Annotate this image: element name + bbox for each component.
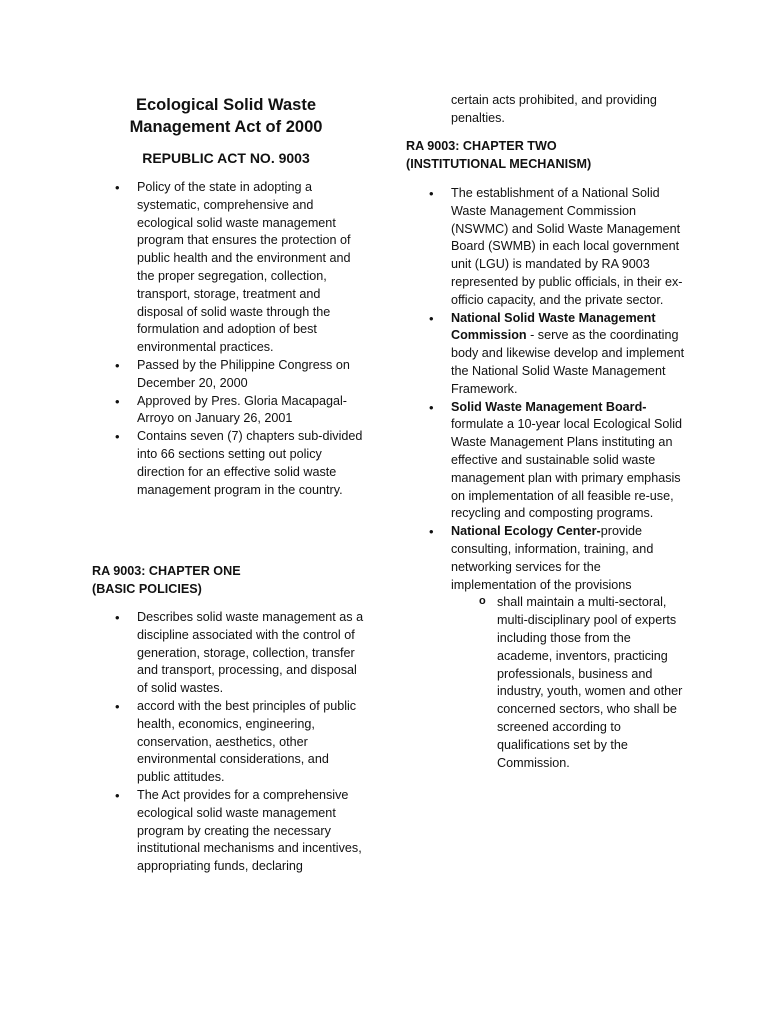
chapter-two-title: RA 9003: CHAPTER TWO	[406, 139, 557, 153]
chapter-two-subtitle: (INSTITUTIONAL MECHANISM)	[406, 156, 592, 171]
list-item: • accord with the best principles of public health, economics, engineering, conservation, aesthetics, other environmental considerations, and public attitudes.	[92, 698, 364, 787]
list-item: • Describes solid waste management as a discipline associated with the control of generation, storage, collection, transfer and transport, processing, and disposal of solid wastes.	[92, 609, 364, 698]
title-line-1: Ecological Solid Waste	[135, 96, 316, 114]
list-item	[406, 523, 688, 594]
document-title	[92, 94, 360, 138]
chapter-one-heading	[92, 563, 364, 599]
list-item: • The establishment of a National Solid Waste Management Commission (NSWMC) and Solid Waste Management Board (SWMB) in each local government unit (LGU) is mandated by RA 9003 represented by public officials, in their ex-officio capacity, and the private sector.	[406, 185, 688, 310]
term-nswmc: National Solid Waste Management Commission	[451, 310, 656, 343]
term-swmb-definition: formulate a 10-year local Ecological Solid Waste Management Plans instituting an effective and sustainable solid waste management plan with primary emphasis on implementation of all feasible re-use, recycling and composting programs.	[451, 417, 683, 521]
intro-bullet-list	[92, 179, 364, 499]
continued-text: certain acts prohibited, and providing penalties.	[451, 93, 657, 125]
chapter-one-title: RA 9003: CHAPTER ONE	[92, 564, 241, 578]
chapter-one-bullet-list	[92, 609, 364, 876]
term-nec-definition: provide consulting, information, training, and networking services for the implementation of the provisions	[451, 524, 654, 592]
list-item	[406, 399, 688, 524]
sub-list-item: o shall maintain a multi-sectoral, multi-disciplinary pool of experts including those from the academe, inventors, practicing professionals, business and industry, youth, women and other concerned sectors, who shall be screened according to qualifications set by the Commission.	[406, 594, 688, 772]
title-line-2: Management Act of 2000	[129, 118, 323, 136]
term-nswmc-definition: - serve as the coordinating body and likewise develop and implement the National Solid Waste Management Framework.	[451, 328, 685, 396]
term-swmb: Solid Waste Management Board-	[451, 399, 647, 414]
chapter-two-bullet-list	[406, 185, 688, 772]
list-item: • Policy of the state in adopting a systematic, comprehensive and ecological solid waste management program that ensures the protection of public health and the environment and the proper segregation, collection, transport, storage, treatment and disposal of solid waste through the formulation and adoption of best environmental practices.	[92, 179, 364, 357]
list-item	[406, 310, 688, 399]
list-item: • Passed by the Philippine Congress on December 20, 2000	[92, 357, 364, 393]
list-item: • Contains seven (7) chapters sub-divided into 66 sections setting out policy direction for an effective solid waste management program in the country.	[92, 428, 364, 499]
act-number: REPUBLIC ACT NO. 9003	[142, 150, 310, 166]
list-item: • Approved by Pres. Gloria Macapagal-Arroyo on January 26, 2001	[92, 393, 364, 429]
chapter-one-subtitle: (BASIC POLICIES)	[92, 581, 202, 596]
list-item: • The Act provides for a comprehensive ecological solid waste management program by creating the necessary institutional mechanisms and incentives, appropriating funds, declaring	[92, 787, 364, 876]
term-nec: National Ecology Center-	[451, 524, 601, 539]
chapter-two-heading	[406, 138, 688, 174]
